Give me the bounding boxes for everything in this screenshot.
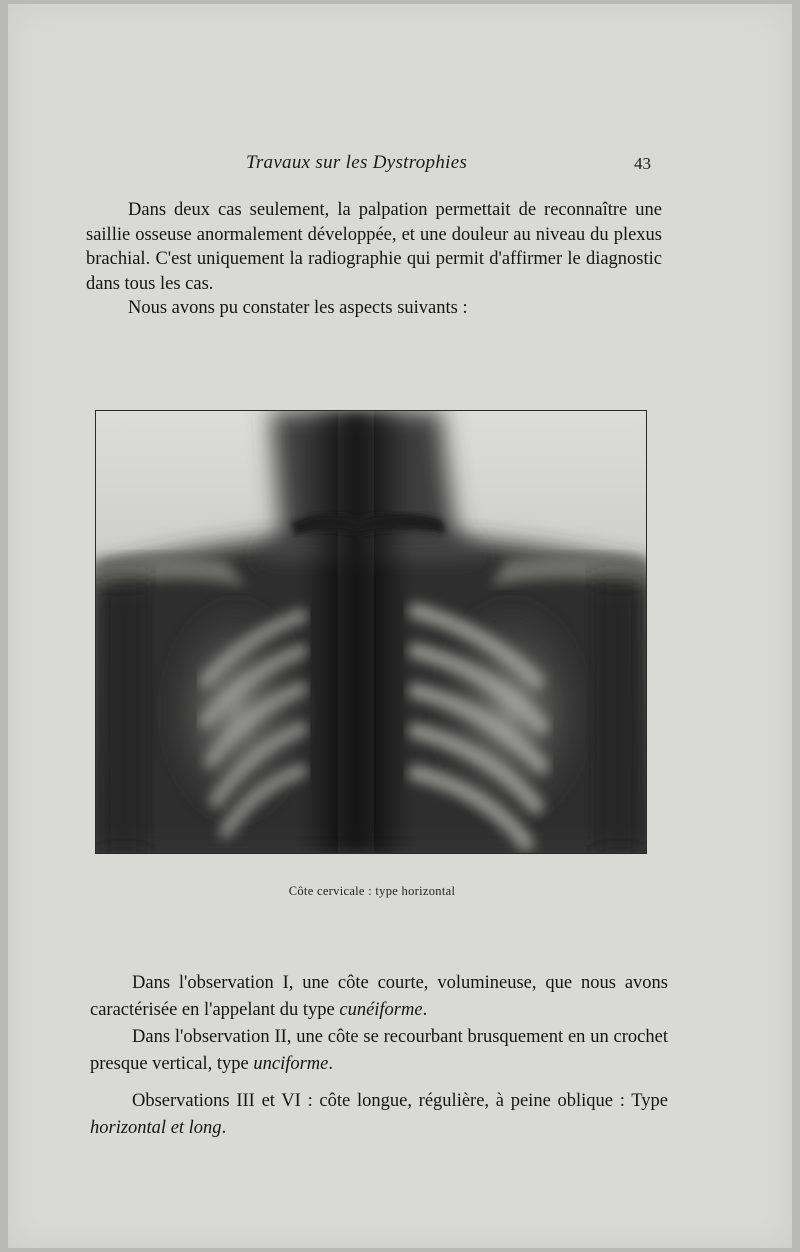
paragraph-palpation: Dans deux cas seulement, la palpation permettait de reconnaître une saillie osseuse anormalement développée, et une douleur au niveau du plexus brachial. C'est uniquement la radiographie qui permit d'affirmer le diagnostic dans tous les cas.	[86, 200, 662, 294]
obs-1-end: .	[422, 1000, 428, 1020]
document-page	[8, 4, 792, 1248]
chest-xray-figure	[95, 410, 647, 854]
obs-2-text: Dans l'observation II, une côte se recourbant brusquement en un crochet presque vertical, type	[90, 1027, 668, 1074]
obs-2-term: unciforme	[253, 1054, 329, 1074]
page-header	[8, 150, 792, 180]
paragraph-aspects: Nous avons pu constater les aspects suivants :	[128, 298, 468, 318]
body-text-bottom	[90, 970, 668, 1142]
page-number: 43	[634, 154, 651, 173]
paragraph-observation-3	[90, 1088, 668, 1142]
paragraph-observation-1	[90, 970, 668, 1024]
obs-3-term: horizontal et long	[90, 1118, 222, 1138]
paragraph-observation-2	[90, 1024, 668, 1078]
obs-2-end: .	[328, 1054, 333, 1074]
figure-caption	[8, 884, 792, 899]
caption-text: Côte cervicale : type horizontal	[288, 884, 456, 898]
obs-1-term: cunéiforme	[339, 1000, 423, 1020]
body-text-top	[86, 198, 662, 321]
chest-xray-image	[96, 411, 646, 853]
obs-3-end: .	[221, 1118, 227, 1138]
obs-1-text: Dans l'observation I, une côte courte, volumineuse, que nous avons caractérisée en l'appelant du type	[90, 973, 668, 1020]
obs-3-text: Observations III et VI : côte longue, régulière, à peine oblique : Type	[132, 1091, 668, 1111]
running-title: Travaux sur les Dystrophies	[246, 152, 468, 173]
